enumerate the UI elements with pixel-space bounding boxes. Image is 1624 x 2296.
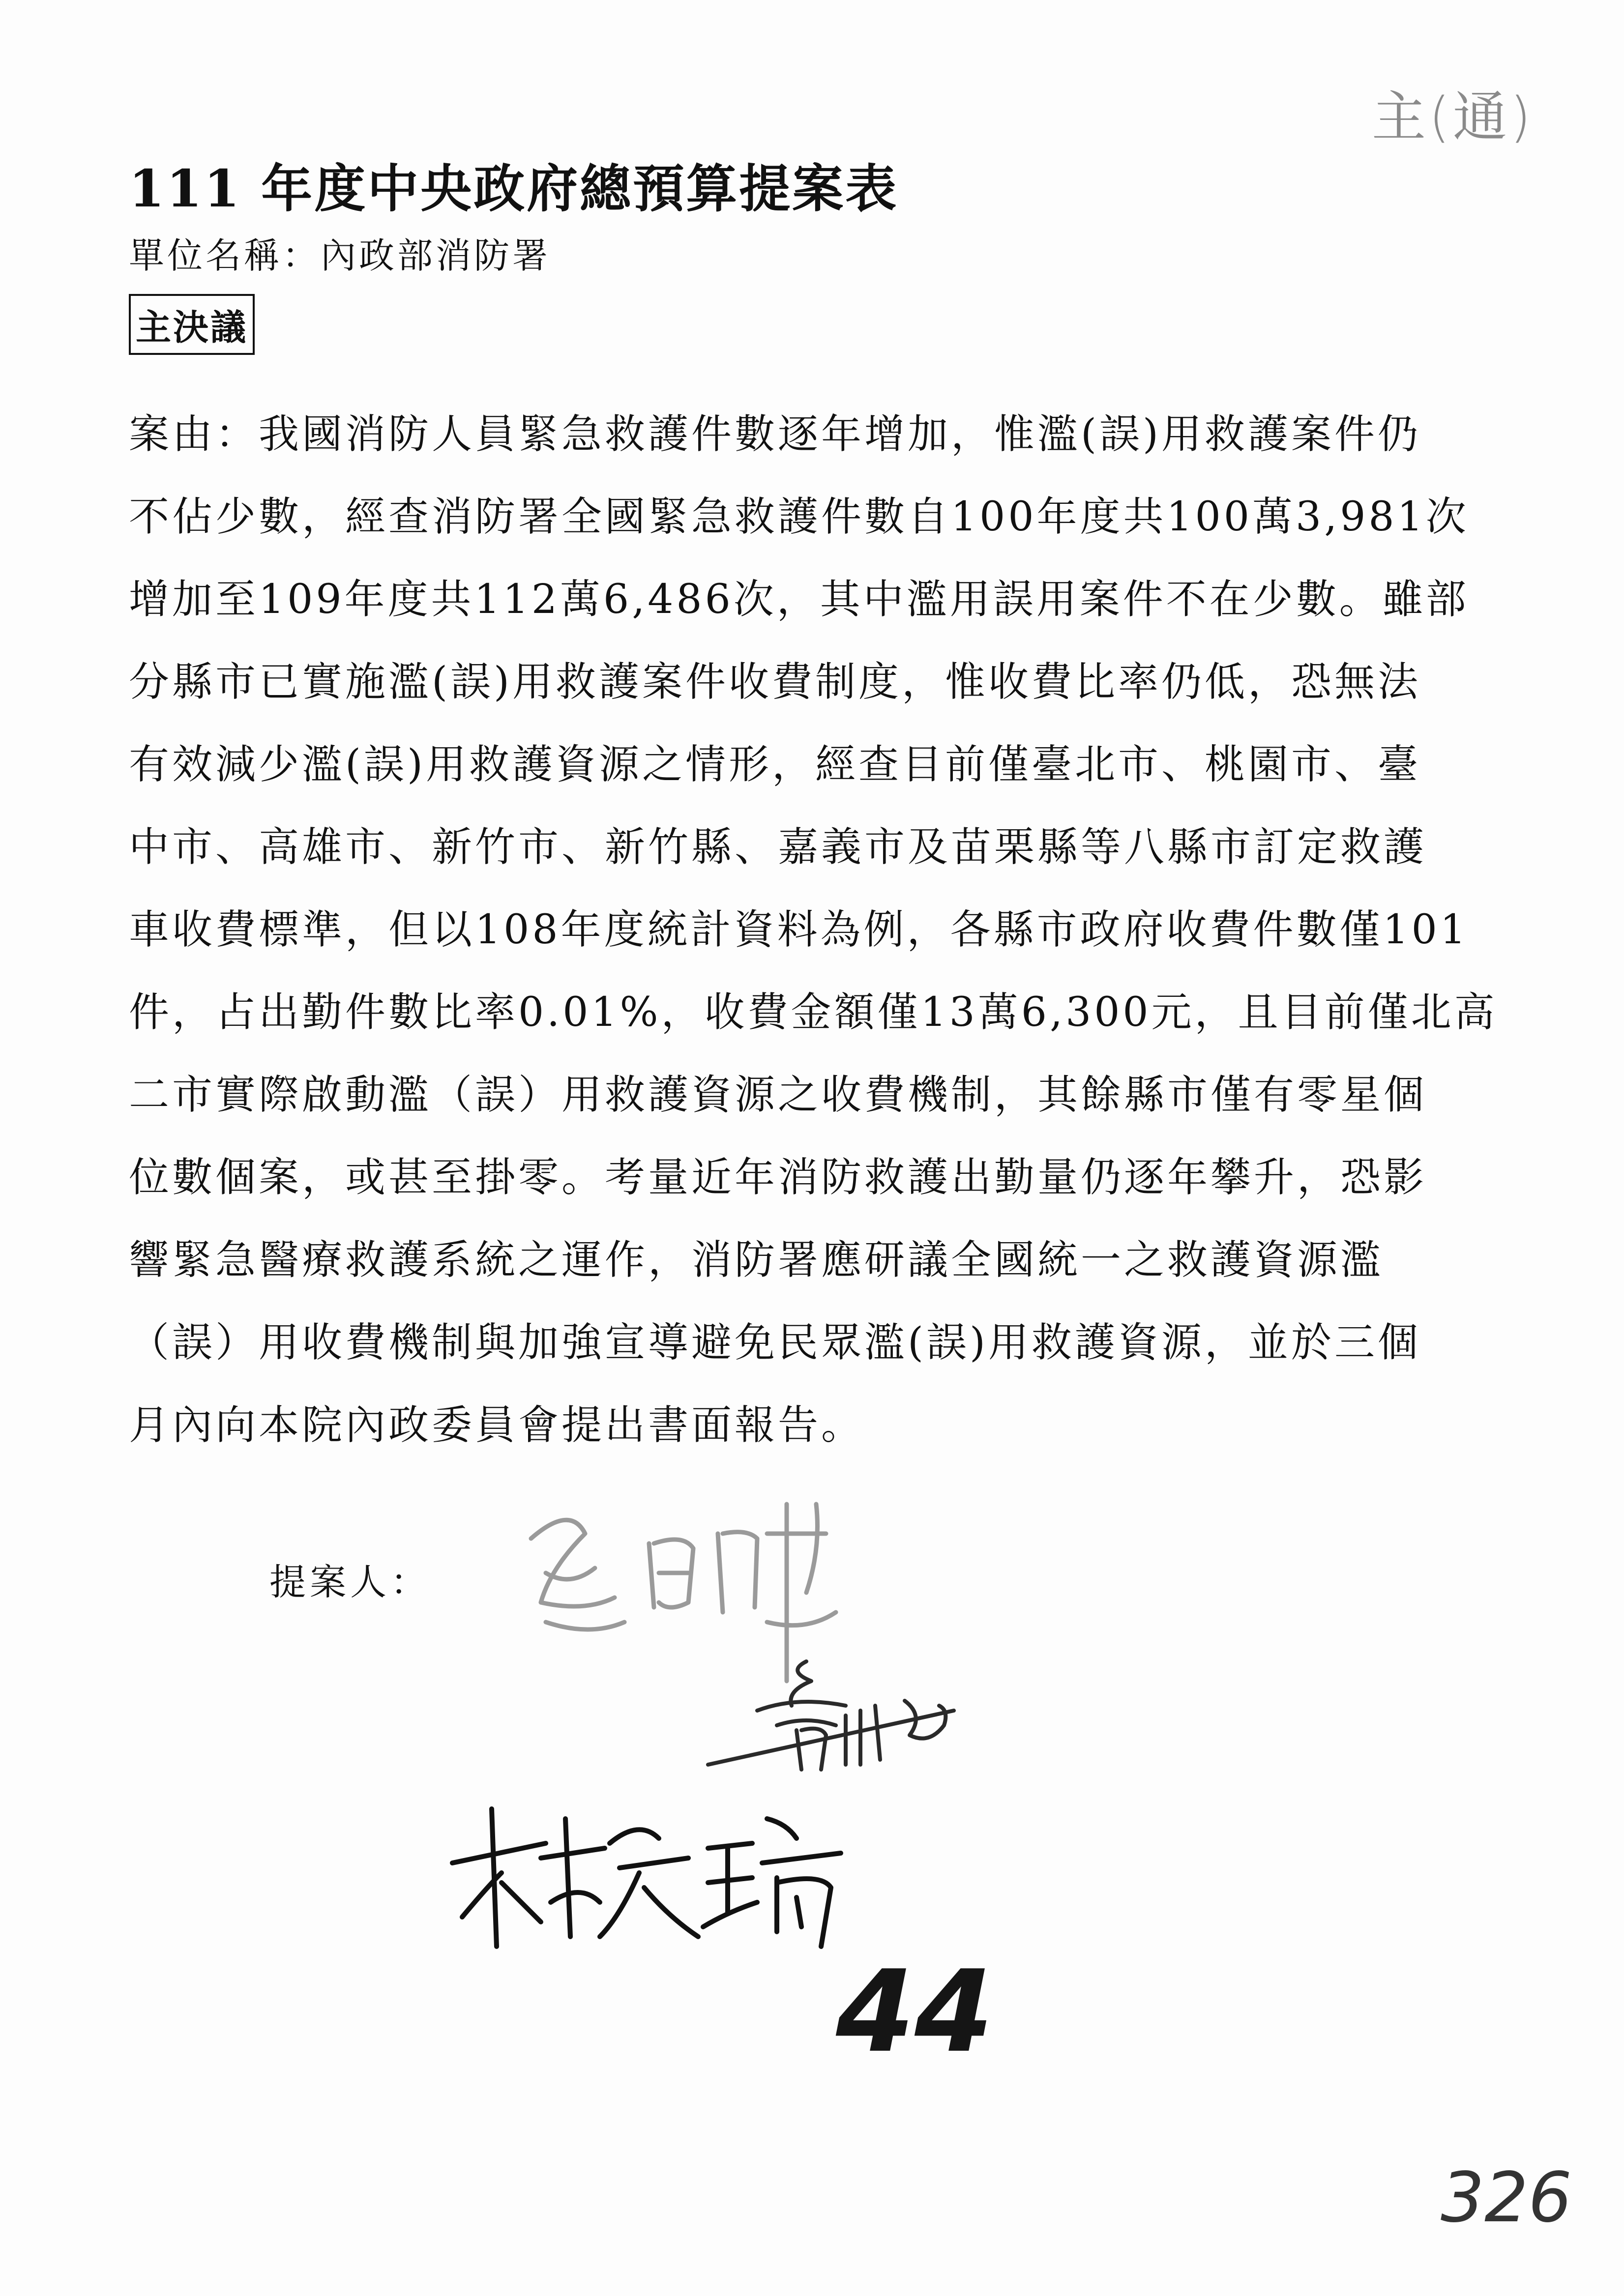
body-line: 案由：我國消防人員緊急救護件數逐年增加，惟濫(誤)用救護案件仍 <box>129 411 1421 458</box>
body-line: 中市、高雄市、新竹市、新竹縣、嘉義市及苗栗縣等八縣市訂定救護 <box>129 824 1427 871</box>
body-line: 增加至109年度共112萬6,486次，其中濫用誤用案件不在少數。雖部 <box>129 576 1469 623</box>
body-line: 分縣市已實施濫(誤)用救護案件收費制度，惟收費比率仍低，恐無法 <box>129 659 1421 705</box>
signature-3 <box>433 1789 865 1966</box>
handwritten-number: 44 <box>836 1947 994 2078</box>
corner-annotation: 主(通) <box>1372 86 1534 148</box>
body-line: 有效減少濫(誤)用救護資源之情形，經查目前僅臺北市、桃園市、臺 <box>129 741 1421 788</box>
body-line: 位數個案，或甚至掛零。考量近年消防救護出勤量仍逐年攀升，恐影 <box>129 1154 1427 1201</box>
body-line: 二市實際啟動濫（誤）用救護資源之收費機制，其餘縣市僅有零星個 <box>129 1072 1427 1118</box>
page-number: 326 <box>1441 2158 1572 2238</box>
body-line: （誤）用收費機制與加強宣導避免民眾濫(誤)用救護資源，並於三個 <box>129 1319 1421 1366</box>
proposal-body <box>129 393 1498 1467</box>
proposer-label: 提案人： <box>269 1561 431 1603</box>
body-line: 響緊急醫療救護系統之運作，消防署應研議全國統一之救護資源濫 <box>129 1237 1384 1283</box>
body-line: 件，占出勤件數比率0.01%，收費金額僅13萬6,300元，且目前僅北高 <box>129 989 1498 1036</box>
unit-name: 單位名稱：內政部消防署 <box>129 235 551 276</box>
resolution-type-badge: 主決議 <box>129 294 255 355</box>
signature-2 <box>698 1652 974 1789</box>
body-line: 車收費標準，但以108年度統計資料為例，各縣市政府收費件數僅101 <box>129 906 1469 953</box>
body-line: 月內向本院內政委員會提出書面報告。 <box>129 1402 865 1449</box>
document-title: 111 年度中央政府總預算提案表 <box>129 158 899 219</box>
body-line: 不佔少數，經查消防署全國緊急救護件數自100年度共100萬3,981次 <box>129 494 1469 540</box>
